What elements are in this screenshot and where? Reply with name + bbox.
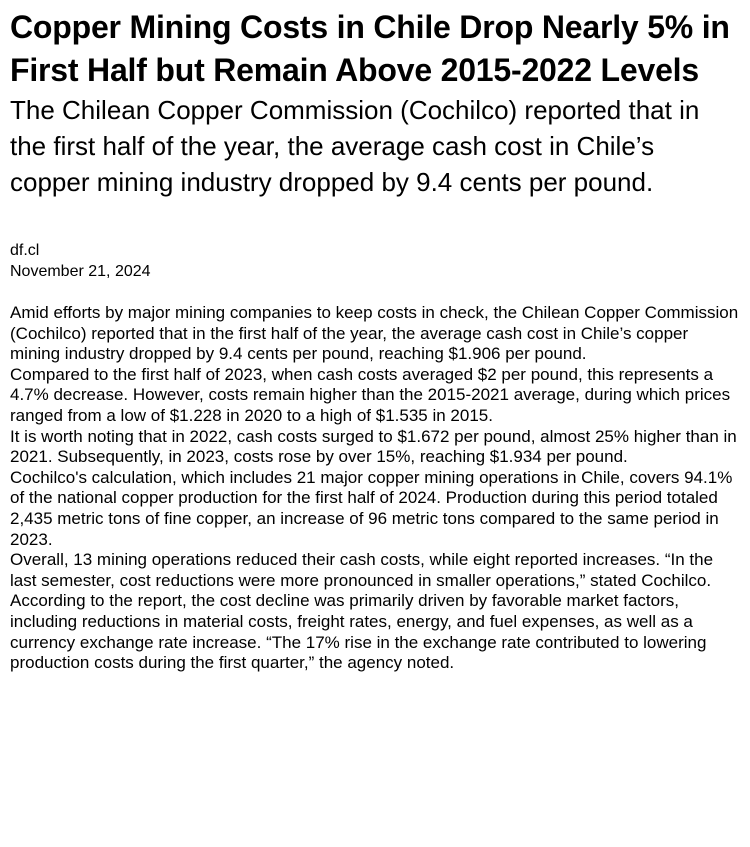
article-paragraph: Compared to the first half of 2023, when cash costs averaged $2 per pound, this represents a 4.7% decrease. However, costs remain higher than the 2015-2021 average, during which prices ranged from a low of $1.228 in 2020 to a high of $1.535 in 2015. [10, 364, 731, 425]
article-subheadline: The Chilean Copper Commission (Cochilco) reported that in the first half of the year, the average cash cost in Chile’s copper mining industry dropped by 9.4 cents per pound. [10, 95, 700, 197]
article-source: df.cl [10, 242, 40, 259]
article-date: November 21, 2024 [10, 263, 151, 280]
article-meta [10, 240, 740, 282]
article-paragraph: It is worth noting that in 2022, cash costs surged to $1.672 per pound, almost 25% higher than in 2021. Subsequently, in 2023, costs rose by over 15%, reaching $1.934 per pound. [10, 426, 737, 467]
article-paragraph: Cochilco's calculation, which includes 21 major copper mining operations in Chile, covers 94.1% of the national copper production for the first half of 2024. Production during this period totaled 2,435 metric tons of fine copper, an increase of 96 metric tons compared to the same period in 2023. [10, 467, 733, 549]
article-paragraph: Overall, 13 mining operations reduced their cash costs, while eight reported increases. “In the last semester, cost reductions were more pronounced in smaller operations,” stated Cochilco. [10, 550, 714, 590]
article-headline: Copper Mining Costs in Chile Drop Nearly 5% in First Half but Remain Above 2015-2022 Levels [10, 9, 730, 88]
article-paragraph: According to the report, the cost decline was primarily driven by favorable market factors, including reductions in material costs, freight rates, energy, and fuel expenses, as well as a currency exchange rate increase. “The 17% rise in the exchange rate contributed to lowering production costs during the first quarter,” the agency noted. [10, 591, 707, 673]
article-body [10, 303, 740, 674]
article [10, 6, 740, 674]
article-paragraph: Amid efforts by major mining companies to keep costs in check, the Chilean Copper Commission (Cochilco) reported that in the first half of the year, the average cash cost in Chile’s copper mining industry dropped by 9.4 cents per pound, reaching $1.906 per pound. [10, 303, 739, 364]
